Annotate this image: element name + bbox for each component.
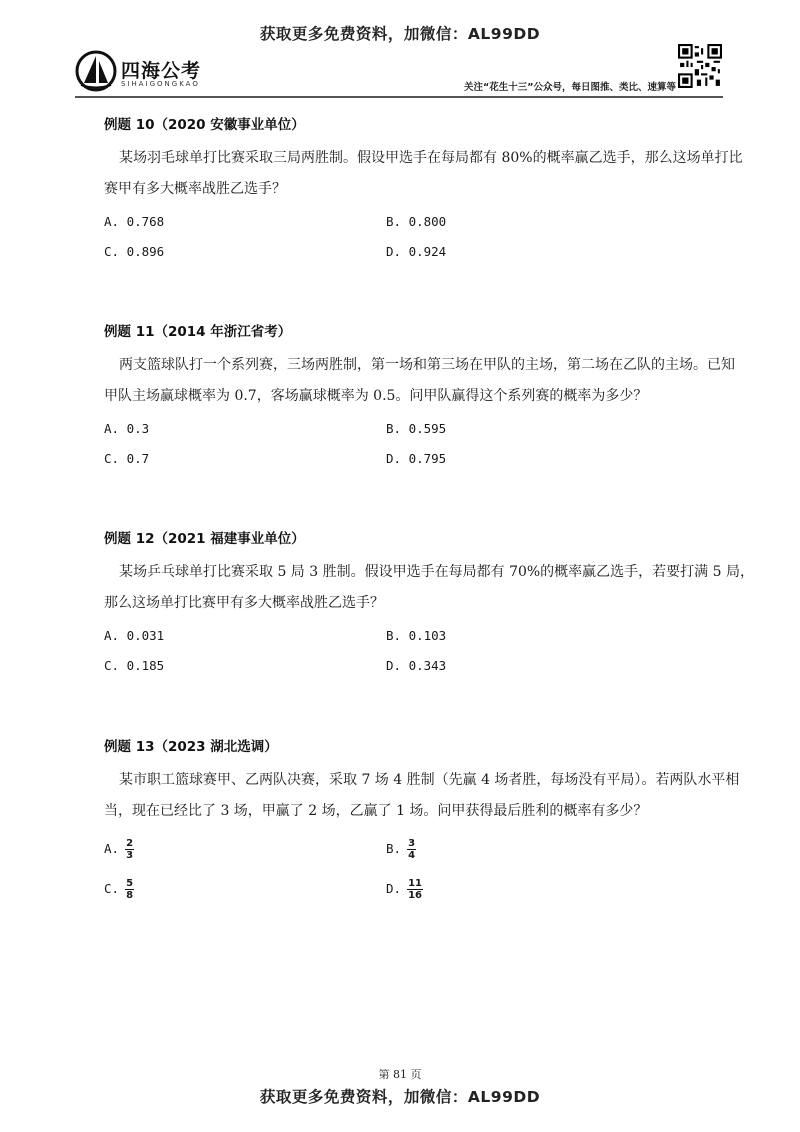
option-c: C. 0.7 — [104, 451, 150, 466]
question-text — [104, 765, 740, 827]
question-title: 例题 12（2021 福建事业单位） — [104, 531, 305, 547]
fraction-denominator: 16 — [408, 890, 422, 901]
question-block — [104, 321, 735, 474]
fraction-denominator: 8 — [126, 890, 134, 901]
option-a: A. 0.768 — [104, 214, 165, 229]
question-block — [104, 736, 740, 909]
fraction — [407, 878, 423, 901]
option-a: A. 0.3 — [104, 421, 150, 436]
question-line: 某市职工篮球赛甲、乙两队决赛，采取 7 场 4 胜制（先赢 4 场者胜，每场没有平局）。若两队水平相 — [119, 772, 740, 788]
option-a — [104, 829, 134, 869]
sailboat-logo-icon — [75, 50, 117, 92]
fraction-numerator: 2 — [126, 838, 134, 849]
option-c — [104, 869, 134, 909]
fraction-denominator: 4 — [408, 850, 416, 861]
bottom-promo-banner: 获取更多免费资料，加微信：AL99DD — [259, 1088, 541, 1106]
option-letter: C. — [104, 881, 120, 896]
question-title: 例题 10（2020 安徽事业单位） — [104, 117, 305, 133]
question-text — [104, 143, 743, 205]
brand-logo — [75, 50, 235, 94]
option-a: A. 0.031 — [104, 628, 165, 643]
header-note: 关注“花生十三”公众号，每日图推、类比、速算等 — [464, 82, 676, 93]
logo-name-en: SIHAIGONGKAO — [121, 80, 200, 88]
fraction — [407, 838, 416, 861]
fraction-denominator: 3 — [126, 850, 134, 861]
fraction — [125, 878, 134, 901]
fraction-numerator: 3 — [408, 838, 416, 849]
option-list — [104, 829, 704, 909]
question-text — [104, 350, 735, 412]
question-line: 两支篮球队打一个系列赛，三场两胜制，第一场和第三场在甲队的主场，第二场在乙队的主场。已知 — [119, 357, 735, 373]
option-b: B. 0.103 — [386, 628, 447, 643]
question-line: 甲队主场赢球概率为 0.7，客场赢球概率为 0.5。问甲队赢得这个系列赛的概率为多少？ — [104, 388, 648, 404]
top-promo-banner: 获取更多免费资料，加微信：AL99DD — [259, 25, 541, 43]
option-b: B. 0.800 — [386, 214, 447, 229]
option-letter: D. — [386, 881, 402, 896]
option-d: D. 0.343 — [386, 658, 447, 673]
option-list — [104, 414, 704, 474]
option-b: B. 0.595 — [386, 421, 447, 436]
question-block — [104, 528, 754, 681]
option-letter: B. — [386, 841, 402, 856]
option-letter: A. — [104, 841, 120, 856]
option-c: C. 0.185 — [104, 658, 165, 673]
option-b — [386, 829, 416, 869]
option-list — [104, 621, 704, 681]
logo-name-cn: 四海公考 — [121, 60, 202, 82]
question-text — [104, 557, 754, 619]
question-block — [104, 114, 743, 267]
question-line: 某场乒乓球单打比赛采取 5 局 3 胜制。假设甲选手在每局都有 70%的概率赢乙选手，若要打满 5 局， — [119, 564, 754, 580]
option-d: D. 0.924 — [386, 244, 447, 259]
fraction-numerator: 5 — [126, 878, 134, 889]
fraction-numerator: 11 — [408, 878, 422, 889]
question-line: 赛甲有多大概率战胜乙选手？ — [104, 181, 286, 197]
option-c: C. 0.896 — [104, 244, 165, 259]
question-line: 那么这场单打比赛甲有多大概率战胜乙选手？ — [104, 595, 384, 611]
option-d: D. 0.795 — [386, 451, 447, 466]
question-title: 例题 13（2023 湖北选调） — [104, 739, 278, 755]
question-line: 当，现在已经比了 3 场，甲赢了 2 场，乙赢了 1 场。问甲获得最后胜利的概率有多少？ — [104, 803, 648, 819]
qr-code-icon — [678, 44, 722, 88]
header-divider — [75, 96, 723, 98]
option-list — [104, 207, 704, 267]
question-line: 某场羽毛球单打比赛采取三局两胜制。假设甲选手在每局都有 80%的概率赢乙选手，那么这场单打比 — [119, 150, 743, 166]
option-d — [386, 869, 423, 909]
fraction — [125, 838, 134, 861]
question-title: 例题 11（2014 年浙江省考） — [104, 324, 292, 340]
page-number: 第 81 页 — [378, 1068, 422, 1081]
